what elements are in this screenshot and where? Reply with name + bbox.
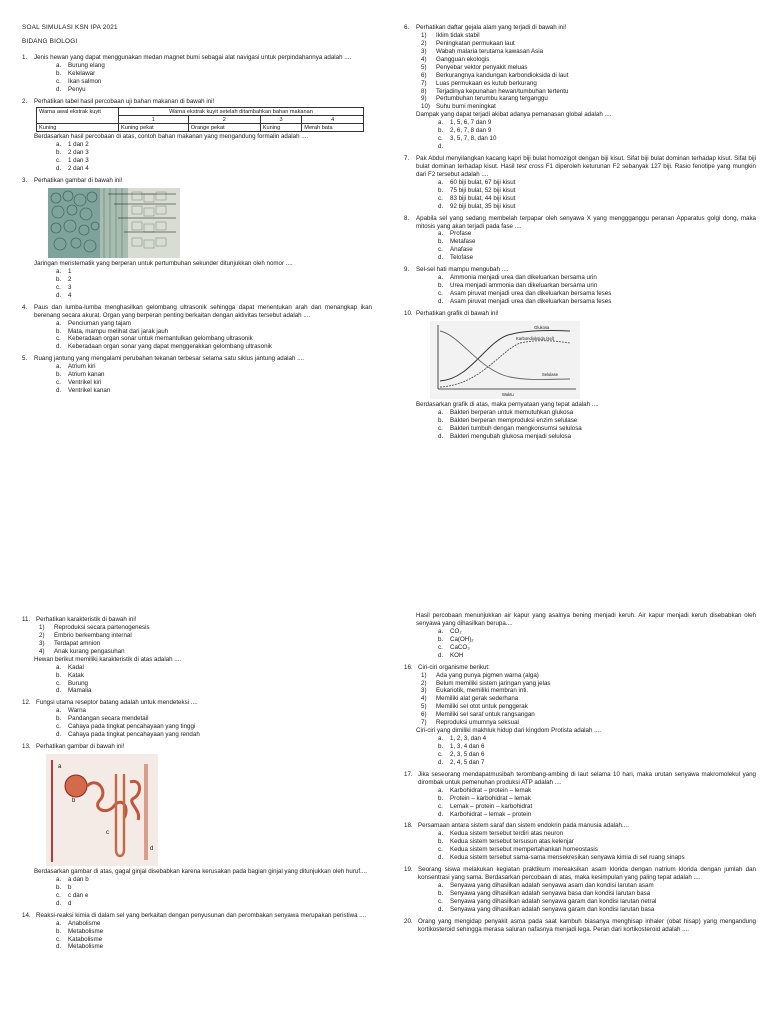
question-text: Apabila sel yang sedang membelah terpapar oleh senyawa X yang menggganggu peranan Apparatus golgi dong, maka mitosis yang akan terjadi pada fase .... xyxy=(416,214,756,230)
options xyxy=(438,274,756,306)
question-number: 14. xyxy=(22,911,31,919)
option-a: a. 1 xyxy=(56,267,72,275)
question-text: Perhatikan gambar di bawah ini! xyxy=(34,177,123,185)
bacteria-growth-graph xyxy=(430,321,756,399)
option-a: a. Kedua sistem tersebut terdiri atas neuron xyxy=(438,830,564,838)
option-c: c. Senyawa yang dihasilkan adalah senyawa garam dan kondisi larutan netral xyxy=(438,897,657,905)
table-cell: Kuning pekat xyxy=(119,124,189,132)
question-text: Perhatikan karakteristik di bawah ini! xyxy=(36,616,137,623)
table-col-3: 3 xyxy=(260,116,302,124)
list-item: 10) Suhu bumi meningkat xyxy=(421,103,496,111)
option-a: a. Burung elang xyxy=(56,62,105,70)
table-row-label: Kuning xyxy=(37,124,119,132)
graph-label-co2: Karbondioksida (sel) xyxy=(516,335,555,341)
option-b: b. Bakteri berperan memproduksi enzim selulase xyxy=(438,416,578,424)
options xyxy=(56,268,372,300)
options xyxy=(56,363,372,395)
question-number: 7. xyxy=(404,155,410,162)
question-text: Ruang jantung yang mengalami perubahan tekanan terbesar selama satu siklus jantung adalah .... xyxy=(34,355,305,363)
list-item: 4) Anak kurang pengasuhan xyxy=(39,647,125,655)
column-left-page-2 xyxy=(22,616,372,951)
option-d: d. 2, 4, 5 dan 7 xyxy=(438,758,485,766)
option-c: c. 3, 5, 7, 8, dan 10 xyxy=(438,135,497,143)
question-followup: Hewan berikut memiliki karakteristik di atas adalah .... xyxy=(34,655,182,663)
question-5 xyxy=(22,355,372,395)
label-a: a xyxy=(58,764,62,770)
question-number: 8. xyxy=(404,214,410,222)
list-item: 3) Wabah malaria terutama kawasan Asia xyxy=(421,47,544,55)
option-c: c. Cahaya pada tingkat pencahayaan yang tinggi xyxy=(56,723,196,731)
option-b: b. Atrium kanan xyxy=(56,371,105,379)
glomerulus xyxy=(65,775,87,797)
question-11 xyxy=(22,616,372,695)
question-number: 4. xyxy=(22,303,28,311)
option-c: c. CaCO₃ xyxy=(438,643,470,651)
table-header-after-color: Warna ekstrak kuyit setelah ditambahkan bahan makanan xyxy=(119,108,364,116)
question-text: Ciri-ciri organisme berikut: xyxy=(418,663,490,671)
option-a: a. Kadal xyxy=(56,663,84,671)
option-d: d. xyxy=(438,143,444,151)
label-d: d xyxy=(150,846,154,852)
options xyxy=(438,179,756,211)
options xyxy=(438,787,756,819)
options xyxy=(438,230,756,262)
question-20 xyxy=(404,918,756,934)
option-a: a. Senyawa yang dihasilkan adalah senyawa asam dan kondisi larutan asam xyxy=(438,882,654,889)
question-followup: Berdasarkan grafik di atas, maka pernyataan yang tepat adalah .... xyxy=(416,400,599,408)
option-c: c. Anafase xyxy=(438,246,473,254)
option-d: d. Penyu xyxy=(56,86,86,94)
option-d: d. Senyawa yang dihasilkan adalah senyawa garam dan kondisi larutan basa xyxy=(438,905,655,913)
options xyxy=(56,62,372,94)
question-number: 9. xyxy=(404,266,410,274)
option-d: d. Mamalia xyxy=(56,687,92,695)
question-followup: Jaringan meristematik yang berperan untuk pertumbuhan sekunder ditunjukkan oleh nomor .... xyxy=(34,260,293,268)
table-cell: Kuning xyxy=(260,124,302,132)
question-text: Seorang siswa melakukan kegiatan praktikum mereaksikan asam klorida dengan natrium klorida dengan jumlah dan konsentrasi yang sama. Berdasarkan percobaan di atas, maka kesimpulan yang paling tepat adalah .... xyxy=(418,866,756,882)
question-13 xyxy=(22,743,372,908)
column-left-page-1 xyxy=(22,24,372,395)
characteristics-list xyxy=(39,624,372,656)
question-3 xyxy=(22,177,372,300)
column-right-page-2 xyxy=(404,612,756,934)
question-number: 17. xyxy=(404,770,413,778)
subject-title: BIDANG BIOLOGI xyxy=(22,38,78,46)
question-number: 1. xyxy=(22,54,28,62)
option-c: c. Asam piruvat menjadi urea dan dikeluarkan bersama feses xyxy=(438,290,612,297)
question-18 xyxy=(404,822,756,862)
list-item: 3) Eukariotik, memiliki membran inti. xyxy=(421,687,529,695)
question-number: 16. xyxy=(404,663,413,671)
question-text: Persamaan antara sistem saraf dan sistem endokrin pada manusia adalah.... xyxy=(418,822,629,830)
question-number: 20. xyxy=(404,917,413,925)
option-a: a. 60 biji bulat, 67 biji kisut xyxy=(438,178,516,186)
list-item: 1) Iklim tidak stabil xyxy=(421,31,480,39)
question-9 xyxy=(404,266,756,306)
question-4 xyxy=(22,304,372,352)
page-2 xyxy=(0,512,768,1024)
option-d: d. Bakteri mengubah glukosa menjadi selulosa xyxy=(438,432,572,440)
question-text: Sel-sel hati mampu mengubah .... xyxy=(416,266,509,274)
question-number: 13. xyxy=(22,743,31,751)
table-col-2: 2 xyxy=(188,116,260,124)
question-text: Orang yang mengidap penyakit asma pada saat kambuh biasanya menghisap inhaler (obat hisap) yang mengandung kortikosteroid sehingga merasa saluran nafasnya menjadi lega. Peran dari kortikosteroid adalah .... xyxy=(418,917,756,933)
option-b: b. Kedua sistem tersebut tersusun atas kelenjar xyxy=(438,838,574,846)
option-c: c. Burung xyxy=(56,679,88,687)
question-text: Fungsi utama reseptor batang adalah untuk mendeteksi .... xyxy=(36,699,198,707)
option-b: b. 1, 3, 4 dan 6 xyxy=(438,743,485,750)
question-12 xyxy=(22,699,372,739)
option-a: a. Penciuman yang tajam xyxy=(56,319,131,327)
option-b: b. 2, 6, 7, 8 dan 9 xyxy=(438,127,492,135)
graph-label-cellulase: Selulase xyxy=(542,371,559,377)
question-19 xyxy=(404,866,756,914)
option-a: a. Anabolisme xyxy=(56,919,101,927)
option-b: b. Metafase xyxy=(438,238,476,246)
option-c: c. c dan e xyxy=(56,891,89,899)
column-right-page-1 xyxy=(404,24,756,441)
list-item: 4) Gangguan ekologis xyxy=(421,55,490,63)
option-d: d. 92 biji bulat, 35 biji kisut xyxy=(438,202,516,210)
question-2 xyxy=(22,98,372,173)
option-b: b. 2 dan 3 xyxy=(56,149,89,157)
option-b: b. Mata, mampu melihat dari jarak jauh xyxy=(56,327,169,335)
list-item: 5) Penyebar vektor penyakit meluas xyxy=(421,63,528,71)
option-c: c. Lemak – protein – karbohidrat xyxy=(438,802,533,810)
question-10 xyxy=(404,310,756,441)
option-a: a. CO₂ xyxy=(438,627,462,635)
question-7 xyxy=(404,155,756,211)
option-d: d. 4 xyxy=(56,291,72,299)
option-a: a. 1 dan 2 xyxy=(56,141,89,149)
option-c: c. 2, 3, 5 dan 6 xyxy=(438,750,485,758)
options xyxy=(56,920,372,952)
options xyxy=(438,119,756,151)
question-1 xyxy=(22,54,372,94)
option-b: b. Metabolisme xyxy=(56,927,104,935)
option-d: d. Telofase xyxy=(438,254,474,262)
option-a: a. Bakteri berperan untuk memutuhkan glukosa xyxy=(438,408,574,416)
list-item: 6) Berkurangnya kandungan karbondioksida di laut xyxy=(421,71,569,79)
option-b: b. 75 biji bulat, 52 biji kisut xyxy=(438,186,516,194)
list-item: 7) Reproduksi umumnya seksual xyxy=(421,719,519,727)
option-c: c. Keberadaan organ sonar untuk memantulkan gelombang ultrasonik xyxy=(56,335,253,343)
option-d: d. KOH xyxy=(438,651,464,659)
options xyxy=(438,628,756,660)
option-b: b. Senyawa yang dihasilkan adalah senyawa basa dan kondisi larutan basa xyxy=(438,889,651,897)
table-cell: Merah bata xyxy=(302,124,364,132)
graph-xlabel: Waktu xyxy=(502,391,514,397)
option-c: c. 1 dan 3 xyxy=(56,157,89,165)
option-b: b. 2 xyxy=(56,275,72,283)
list-item: 6) Memiliki sel saraf untuk rangsangan xyxy=(421,711,535,719)
option-c: c. 83 biji bulat, 44 biji kisut xyxy=(438,194,516,202)
question-followup: Ciri-ciri yang dimiliki makhluk hidup dari kingdom Protista adalah .... xyxy=(416,727,602,735)
organism-traits-list xyxy=(421,672,756,728)
question-followup: Berdasarkan hasil percobaan di atas, contoh bahan makanan yang mengandung formalin adalah .... xyxy=(34,133,309,141)
option-c: c. Kedua sistem tersebut mempertahankan homeostasis xyxy=(438,846,598,854)
option-c: c. Ikan salmon xyxy=(56,78,102,86)
options xyxy=(56,141,372,173)
question-8 xyxy=(404,215,756,263)
option-b: b. Ca(OH)₂ xyxy=(438,635,474,643)
question-text: Perhatikan grafik di bawah ini! xyxy=(416,309,499,317)
table-col-1: 1 xyxy=(119,116,189,124)
question-text: Reaksi-reaksi kimia di dalam sel yang berkaitan dengan penyusunan dan perombakan senyawa merupakan peristiwa .... xyxy=(36,911,367,919)
question-followup: Dampak yang dapat terjadi akibat adanya pemanasan global adalah .... xyxy=(416,111,612,119)
question-followup: Berdasarkan gambar di atas, gagal ginjal disebabkan karena kerusakan pada bagian ginjal yang ditunjukkan oleh huruf.... xyxy=(34,868,367,875)
options xyxy=(438,882,756,914)
label-c: c xyxy=(106,830,109,836)
list-item: 1) Ada yang punya pigmen warna (alga) xyxy=(421,671,539,679)
option-d: d. Metabolisme xyxy=(56,943,104,951)
option-a: a. 1, 2, 3, dan 4 xyxy=(438,735,487,743)
question-text: Perhatikan gambar di bawah ini! xyxy=(36,743,125,751)
option-a: a. Atrium kiri xyxy=(56,363,96,371)
option-d: d. Karbohidrat – lemak – protein xyxy=(438,810,532,818)
question-text: Jika seseorang mendapatmusibah terombang-ambing di laut selama 10 hari, maka urutan senyawa makromolekul yang dirombak untuk pemenuhan produksi ATP adalah .... xyxy=(418,770,756,786)
question-text: Paus dan lumba-lumba menghasilkan gelombang ultrasonik sehingga dapat menentukan arah dan menangkap ikan berenang secara akurat. Organ yang berperan penting berkaitan dengan aktivitas tersebut adalah .... xyxy=(34,303,372,319)
option-d: d. Ventrikel kanan xyxy=(56,387,111,395)
nephron-diagram xyxy=(46,754,372,866)
options xyxy=(56,664,372,696)
options xyxy=(56,876,372,908)
question-number: 2. xyxy=(22,98,28,106)
option-d: d. Kedua sistem tersebut sama-sama mensekresikan senyawa kimia di sel ruang sinaps xyxy=(438,854,685,862)
options xyxy=(56,707,372,739)
question-number: 6. xyxy=(404,24,410,31)
option-d: d. 2 dan 4 xyxy=(56,165,89,173)
question-number: 12. xyxy=(22,699,31,707)
option-b: b. b xyxy=(56,883,72,891)
option-a: a. Ammonia menjadi urea dan dikeluarkan bersama urin xyxy=(438,274,597,282)
option-d: d. Cahaya pada tingkat pencahayaan yang rendah xyxy=(56,731,200,739)
food-test-table xyxy=(36,107,364,132)
option-a: a. Karbohidrat – protein – lemak xyxy=(438,786,532,794)
option-d: d. Keberadaan organ sonar yang dapat menggerakkan gelombang ultrasonik xyxy=(56,343,272,351)
options xyxy=(438,830,756,862)
table-cell: Orange pekat xyxy=(188,124,260,132)
option-a: a. a dan b xyxy=(56,875,89,883)
option-b: b. Urea menjadi ammonia dan dikeluarkan bersama urin xyxy=(438,282,598,290)
option-b: b. Pandangan secara mendetail xyxy=(56,715,149,723)
option-c: c. Bakteri tumbuh dengan mengkonsumsi selulosa xyxy=(438,424,582,432)
question-text: Jenis hewan yang dapat menggunakan medan magnet bumi sebagai alat navigasi untuk perpindahannya adalah .... xyxy=(34,54,352,62)
question-number: 18. xyxy=(404,822,413,830)
label-b: b xyxy=(72,798,76,804)
question-text: Pak Abdul menyilangkan kacang kapri biji bulat homozigot dengan biji kisut. Sifat biji bulat dominan terhadap kisut. Sifat biji bulat dominan terhadap kisut. Hasil test cross F1 diperoleh keturunan F2 sebanyak 127 biji. Rasio fenotipe yang mungkin dari F2 tersebut adalah .... xyxy=(416,155,756,178)
question-14 xyxy=(22,912,372,952)
question-text: Perhatikan daftar gejala alam yang terjadi di bawah ini! xyxy=(416,24,567,31)
question-number: 5. xyxy=(22,355,28,363)
question-number: 19. xyxy=(404,866,413,874)
list-item: 9) Pertumbuhan terumbu karang terganggu xyxy=(421,95,548,103)
list-item: 5) Memiliki sel otot untuk penggerak xyxy=(421,703,528,711)
table-header-initial-color: Warna awal ekstrak kuyit xyxy=(37,108,119,124)
question-number: 3. xyxy=(22,177,28,185)
options xyxy=(438,735,756,767)
option-c: c. Ventrikel kiri xyxy=(56,379,102,387)
option-a: a. Warna xyxy=(56,707,86,715)
list-item: 2) Belum memiliki sistem jaringan yang jelas xyxy=(421,679,551,687)
option-d: d. Asam piruvat menjadi urea dan dikeluarkan bersama feses xyxy=(438,297,612,305)
list-item: 2) Peningkatan permukaan laut xyxy=(421,39,515,47)
plant-tissue-micrograph xyxy=(48,188,372,258)
list-item: 2) Embrio berkembang internal xyxy=(39,631,132,639)
option-b: b. Protein – karbohidrat – lemak xyxy=(438,794,531,802)
option-b: b. Katak xyxy=(56,671,84,679)
question-text: Perhatikan tabel hasil percobaan uji bahan makanan di bawah ini! xyxy=(34,98,215,106)
list-item: 1) Reproduksi secara partenogenesis xyxy=(39,623,150,631)
list-item: 7) Luas permukaan es kutub berkurang xyxy=(421,79,537,87)
phenomena-list xyxy=(421,32,756,111)
question-number: 11. xyxy=(22,616,31,623)
question-text: Hasil percobaan menunjukkan air kapur yang asalnya bening menjadi keruh. Air kapur menjadi keruh disebabkan oleh senyawa yang dihasilkan berupa.... xyxy=(416,612,756,627)
question-15-continuation xyxy=(404,612,756,660)
document-title: SOAL SIMULASI KSN IPA 2021 xyxy=(22,24,118,31)
option-c: c. Katabolisme xyxy=(56,935,103,943)
option-a: a. 1, 5, 6, 7 dan 9 xyxy=(438,119,492,127)
table-col-4: 4 xyxy=(302,116,364,124)
option-a: a. Profase xyxy=(438,230,472,238)
options xyxy=(438,409,756,441)
question-6 xyxy=(404,24,756,151)
list-item: 3) Terdapat amnion xyxy=(39,639,101,647)
list-item: 8) Terjadinya kepunahan hewan/tumbuhan tertentu xyxy=(421,87,569,95)
option-d: d. d xyxy=(56,899,72,907)
option-c: c. 3 xyxy=(56,283,72,291)
option-b: b. Kelelawar xyxy=(56,70,96,78)
question-number: 10. xyxy=(404,309,413,317)
graph-label-glucose: Glukosa xyxy=(534,324,550,330)
options xyxy=(56,320,372,352)
list-item: 4) Memiliki alat gerak sederhana xyxy=(421,695,519,703)
question-16 xyxy=(404,664,756,767)
question-17 xyxy=(404,771,756,819)
